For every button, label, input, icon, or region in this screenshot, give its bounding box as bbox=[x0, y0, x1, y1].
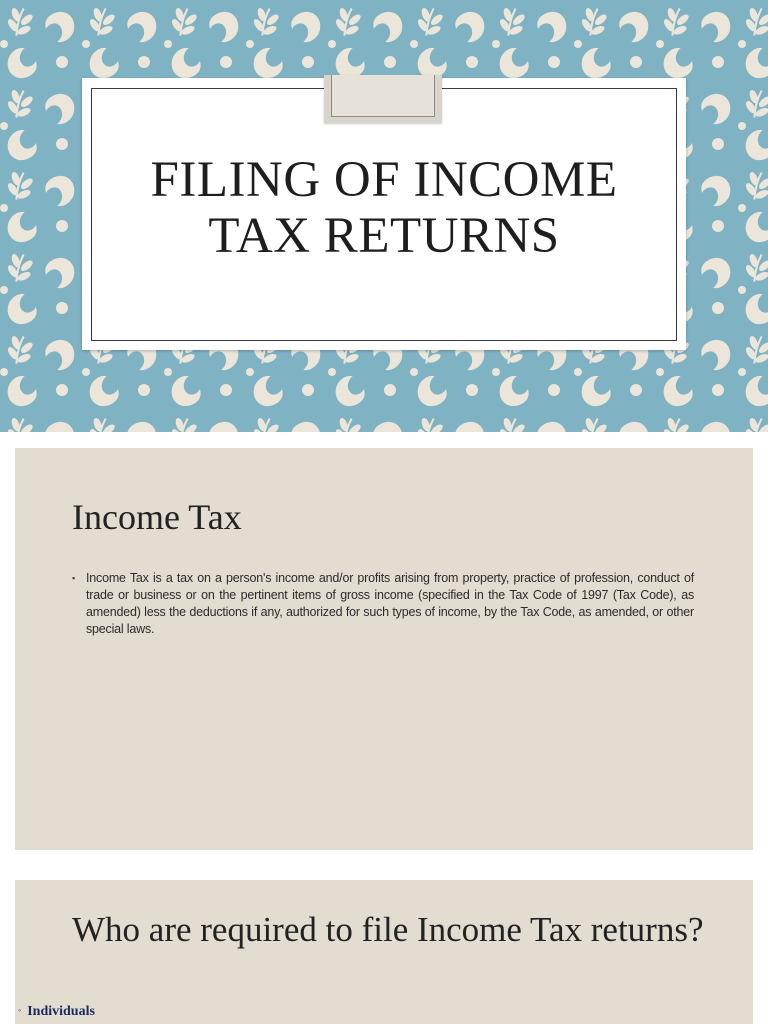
slide-title bbox=[82, 152, 686, 264]
slide-title-line-2: TAX RETURNS bbox=[208, 208, 560, 264]
title-card-tab bbox=[324, 75, 442, 123]
bullet-text: Income Tax is a tax on a person's income and/or profits arising from property, practice of profession, conduct of trade or business or on the pertinent items of gross income (specified in the Tax Code of 1997 (Tax Code), as amended) less the deductions if any, authorized for such types of income, by the Tax Code, as amended, or other special laws. bbox=[86, 571, 694, 636]
list-item bbox=[18, 1002, 95, 1020]
slide-body bbox=[72, 570, 694, 638]
bullet-item bbox=[72, 570, 694, 638]
income-tax-slide bbox=[15, 448, 753, 850]
slide-title-line-1: FILING OF INCOME bbox=[150, 152, 618, 208]
who-must-file-slide bbox=[15, 880, 753, 1024]
slide-heading: Who are required to file Income Tax returns? bbox=[72, 910, 704, 949]
square-bullet-icon: ▪ bbox=[72, 573, 76, 583]
title-card bbox=[82, 78, 686, 350]
list-item-label: Individuals bbox=[27, 1004, 95, 1019]
title-slide bbox=[0, 0, 768, 432]
circle-bullet-icon: ◦ bbox=[18, 1005, 22, 1015]
slide-heading: Income Tax bbox=[72, 497, 242, 537]
